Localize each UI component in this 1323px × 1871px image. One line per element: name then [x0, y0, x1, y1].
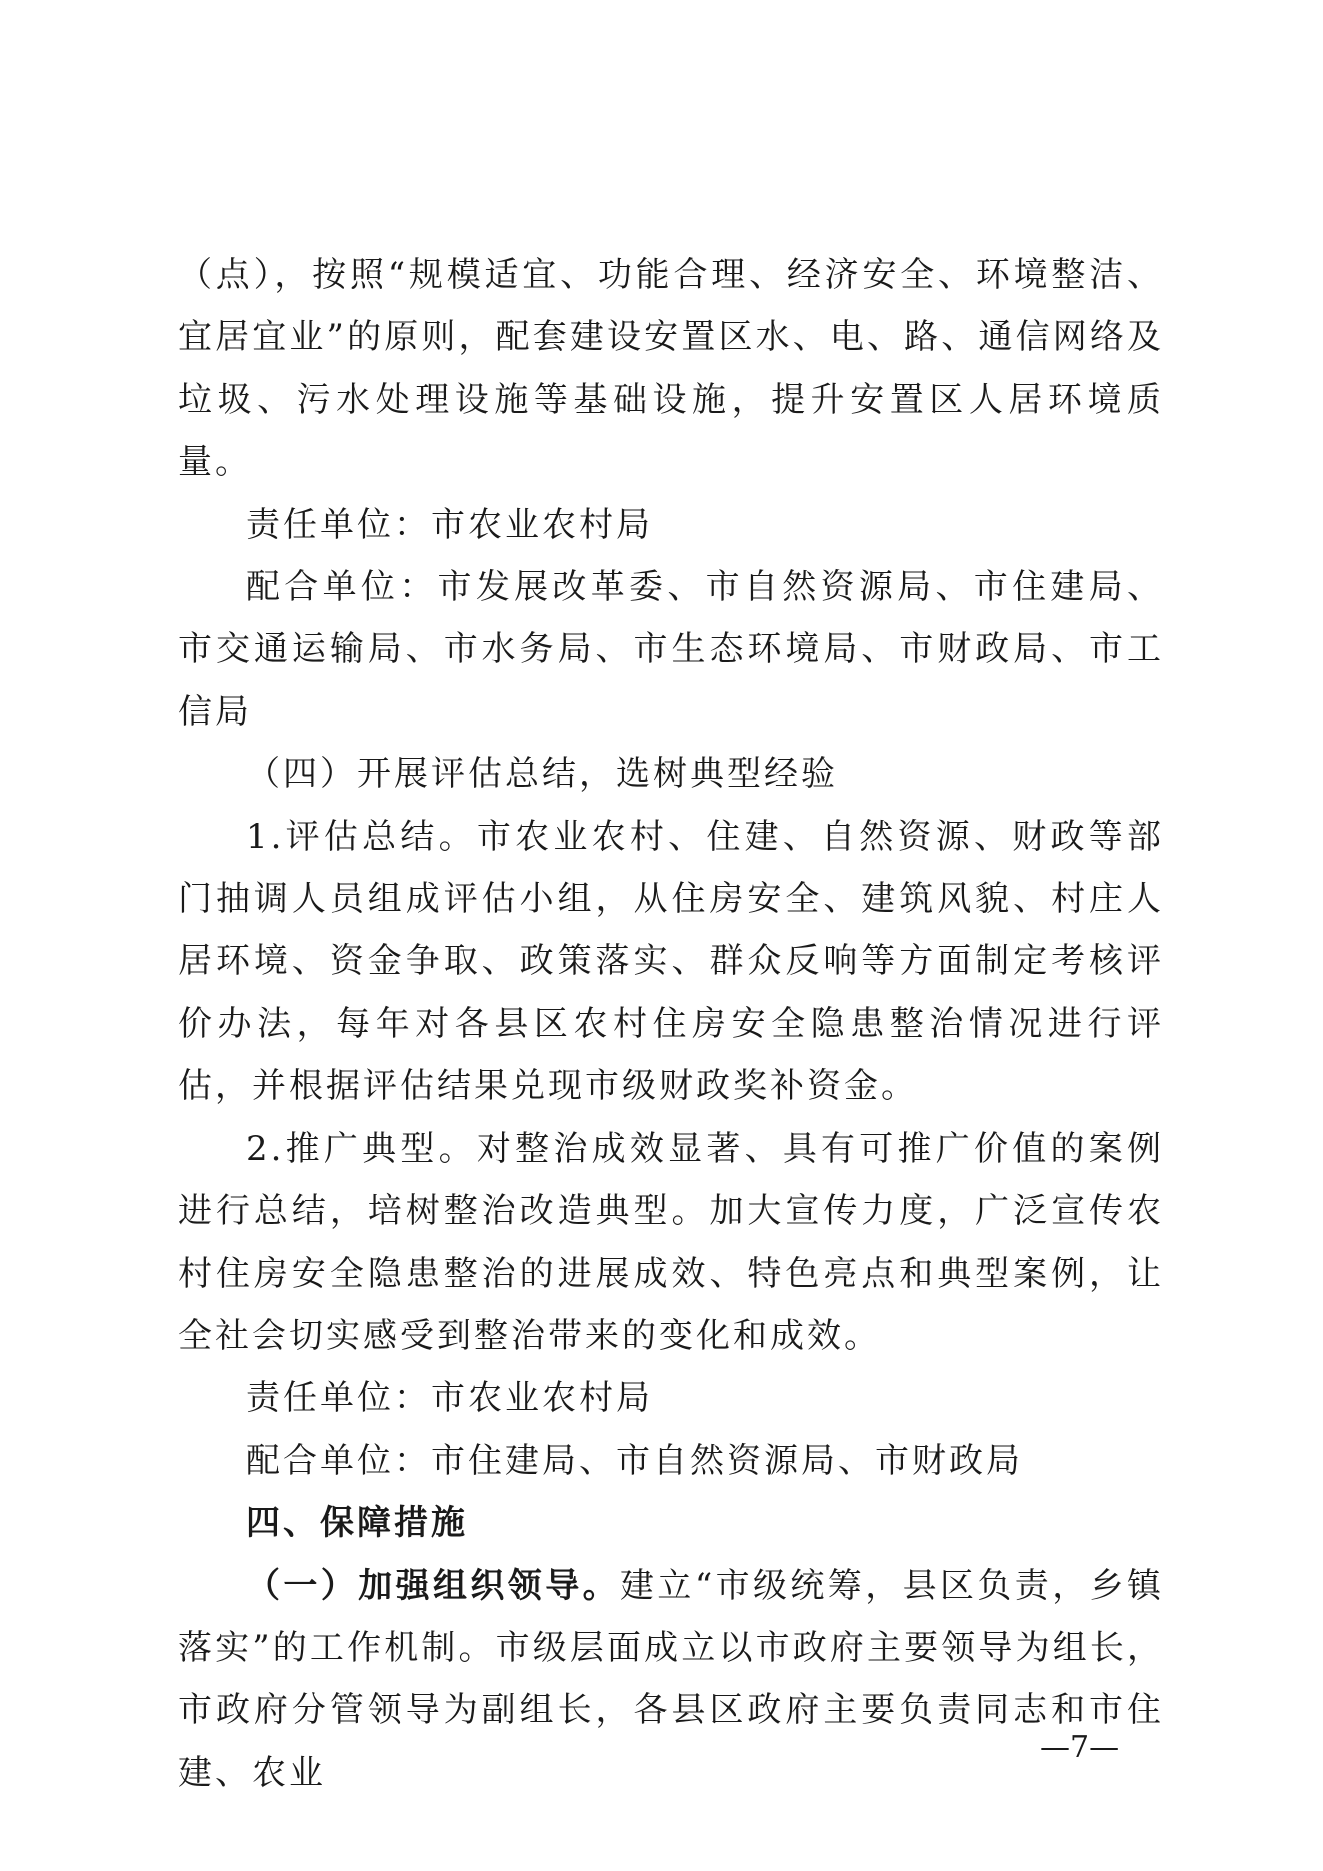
paragraph-lead-heading: （一）加强组织领导。 [246, 1565, 621, 1606]
responsible-unit-2: 责任单位：市农业农村局 [246, 1378, 653, 1419]
paragraph-promote-models: 2.推广典型。对整治成效显著、具有可推广价值的案例进行总结，培树整治改造典型。加大宣传力度，广泛宣传农村住房安全隐患整治的进展成效、特色亮点和典型案例，让全社会切实感受到整治带来的变化和成效。 [178, 1128, 1164, 1356]
page-number: —7— [1040, 1730, 1120, 1765]
cooperating-units-2: 配合单位：市住建局、市自然资源局、市财政局 [246, 1440, 1023, 1481]
responsible-unit-1: 责任单位：市农业农村局 [246, 504, 653, 545]
chapter-heading-safeguards: 四、保障措施 [246, 1503, 468, 1544]
paragraph-organizational-leadership [178, 1555, 1164, 1805]
cooperating-units-1: 配合单位：市发展改革委、市自然资源局、市住建局、市交通运输局、市水务局、市生态环境局、市财政局、市工信局 [178, 567, 1164, 732]
paragraph-body-text: 建立“市级统筹，县区负责，乡镇落实”的工作机制。市级层面成立以市政府主要领导为组长，市政府分管领导为副组长，各县区政府主要负责同志和市住建、农业 [178, 1565, 1165, 1793]
document-body [178, 244, 1164, 1804]
section-heading-4: （四）开展评估总结，选树典型经验 [246, 754, 838, 795]
paragraph-resettlement-facilities: （点），按照“规模适宜、功能合理、经济安全、环境整洁、宜居宜业”的原则，配套建设安置区水、电、路、通信网络及垃圾、污水处理设施等基础设施，提升安置区人居环境质量。 [178, 255, 1164, 483]
paragraph-evaluation-summary: 1.评估总结。市农业农村、住建、自然资源、财政等部门抽调人员组成评估小组，从住房安全、建筑风貌、村庄人居环境、资金争取、政策落实、群众反响等方面制定考核评价办法，每年对各县区农村住房安全隐患整治情况进行评估，并根据评估结果兑现市级财政奖补资金。 [178, 816, 1164, 1107]
